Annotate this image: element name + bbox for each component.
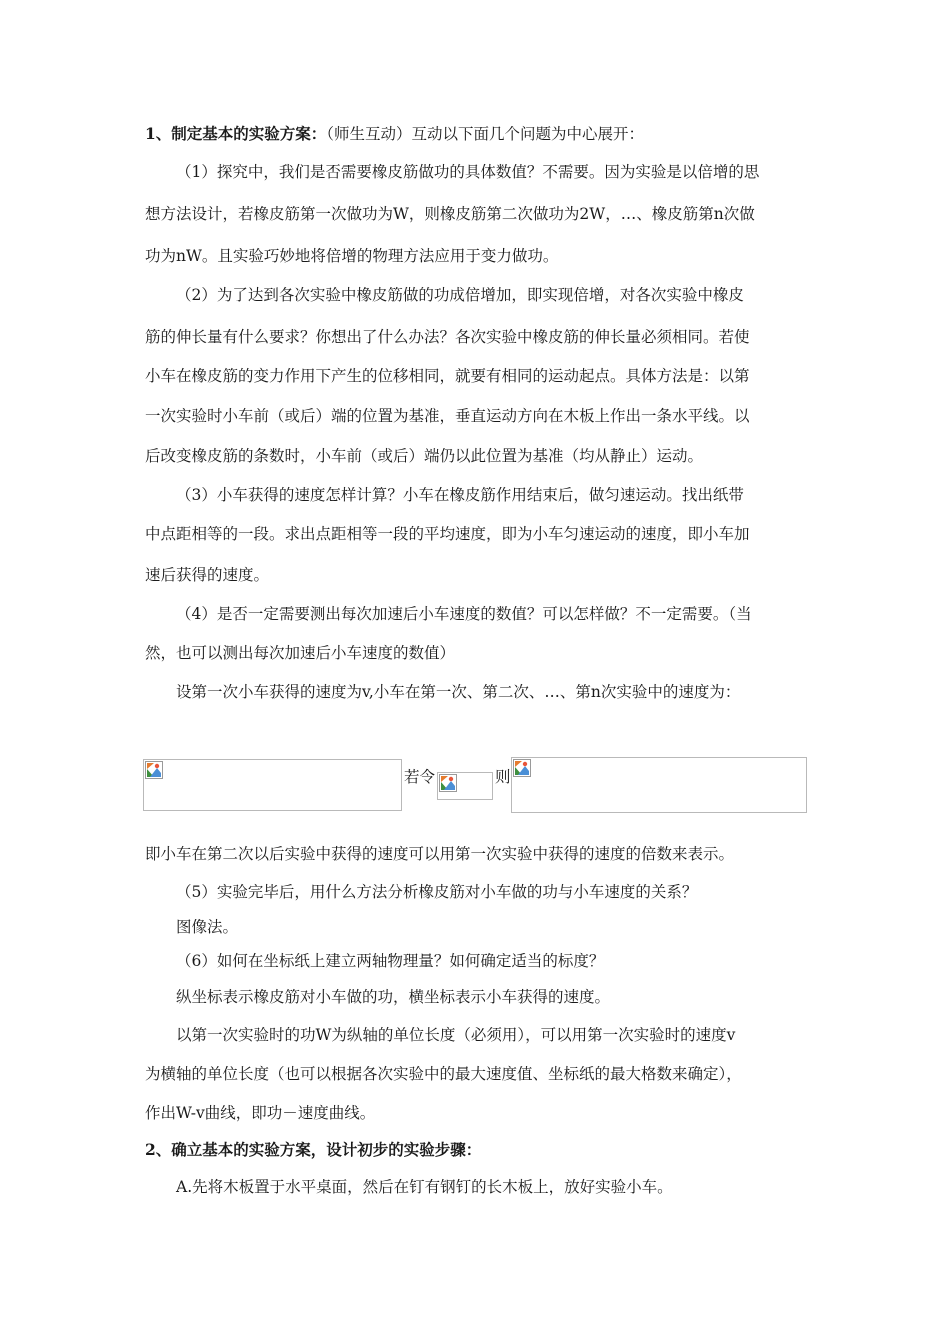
paragraph-line: 功为nW。且实验巧妙地将倍增的物理方法应用于变力做功。	[145, 247, 559, 265]
paragraph-line: （3）小车获得的速度怎样计算？小车在橡皮筋作用结束后，做匀速运动。找出纸带	[176, 486, 744, 504]
paragraph-line: 筋的伸长量有什么要求？你想出了什么办法？各次实验中橡皮筋的伸长量必须相同。若使	[145, 328, 750, 346]
broken-image-icon	[513, 759, 531, 777]
paragraph-line: （6）如何在坐标纸上建立两轴物理量？如何确定适当的标度？	[176, 952, 605, 970]
paragraph-line: （1）探究中，我们是否需要橡皮筋做功的具体数值？不需要。因为实验是以倍增的思	[176, 163, 760, 181]
paragraph-line: 然，也可以测出每次加速后小车速度的数值）	[145, 644, 456, 662]
paragraph-line: 中点距相等的一段。求出点距相等一段的平均速度，即为小车匀速运动的速度，即小车加	[145, 525, 750, 543]
formula-text-ruoling: 若令	[404, 768, 436, 786]
section-1-subtitle: （师生互动）互动以下面几个问题为中心展开：	[326, 125, 645, 143]
section-2-heading: 2、确立基本的实验方案，设计初步的实验步骤：	[145, 1140, 482, 1159]
paragraph-line: 为横轴的单位长度（也可以根据各次实验中的最大速度值、坐标纸的最大格数来确定），	[145, 1065, 742, 1083]
formula-text-ze: 则	[495, 768, 511, 786]
formula-image-velocities	[143, 759, 402, 811]
paragraph-line: 图像法。	[176, 918, 239, 936]
paragraph-line: 后改变橡皮筋的条数时，小车前（或后）端仍以此位置为基准（均从静止）运动。	[145, 447, 704, 465]
paragraph-line: 速后获得的速度。	[145, 566, 270, 584]
paragraph-line: （5）实验完毕后，用什么方法分析橡皮筋对小车做的功与小车速度的关系？	[176, 883, 698, 901]
formula-image-ratio	[437, 772, 493, 800]
paragraph-line: （2）为了达到各次实验中橡皮筋做的功成倍增加，即实现倍增，对各次实验中橡皮	[176, 286, 744, 304]
paragraph-line: 想方法设计，若橡皮筋第一次做功为W，则橡皮筋第二次做功为2W，…、橡皮筋第n次做	[145, 205, 755, 223]
section-1-heading	[145, 123, 810, 145]
paragraph-line: 作出W-v曲线，即功－速度曲线。	[145, 1104, 376, 1122]
paragraph-line: 小车在橡皮筋的变力作用下产生的位移相同，就要有相同的运动起点。具体方法是：以第	[145, 367, 750, 385]
broken-image-icon	[145, 761, 163, 779]
paragraph-line: 一次实验时小车前（或后）端的位置为基准，垂直运动方向在木板上作出一条水平线。以	[145, 407, 750, 425]
paragraph-line: 以第一次实验时的功W为纵轴的单位长度（必须用），可以用第一次实验时的速度v	[176, 1026, 736, 1044]
paragraph-line: 设第一次小车获得的速度为v,小车在第一次、第二次、…、第n次实验中的速度为：	[176, 683, 741, 701]
paragraph-line: （4）是否一定需要测出每次加速后小车速度的数值？可以怎样做？不一定需要。（当	[176, 605, 752, 623]
paragraph-line: 纵坐标表示橡皮筋对小车做的功，横坐标表示小车获得的速度。	[176, 988, 611, 1006]
broken-image-icon	[439, 774, 457, 792]
step-a: A.先将木板置于水平桌面，然后在钉有钢钉的长木板上，放好实验小车。	[176, 1178, 673, 1196]
formula-image-result	[511, 757, 807, 813]
section-1-title: 1、制定基本的实验方案：	[145, 124, 327, 143]
paragraph-line: 即小车在第二次以后实验中获得的速度可以用第一次实验中获得的速度的倍数来表示。	[145, 845, 735, 863]
